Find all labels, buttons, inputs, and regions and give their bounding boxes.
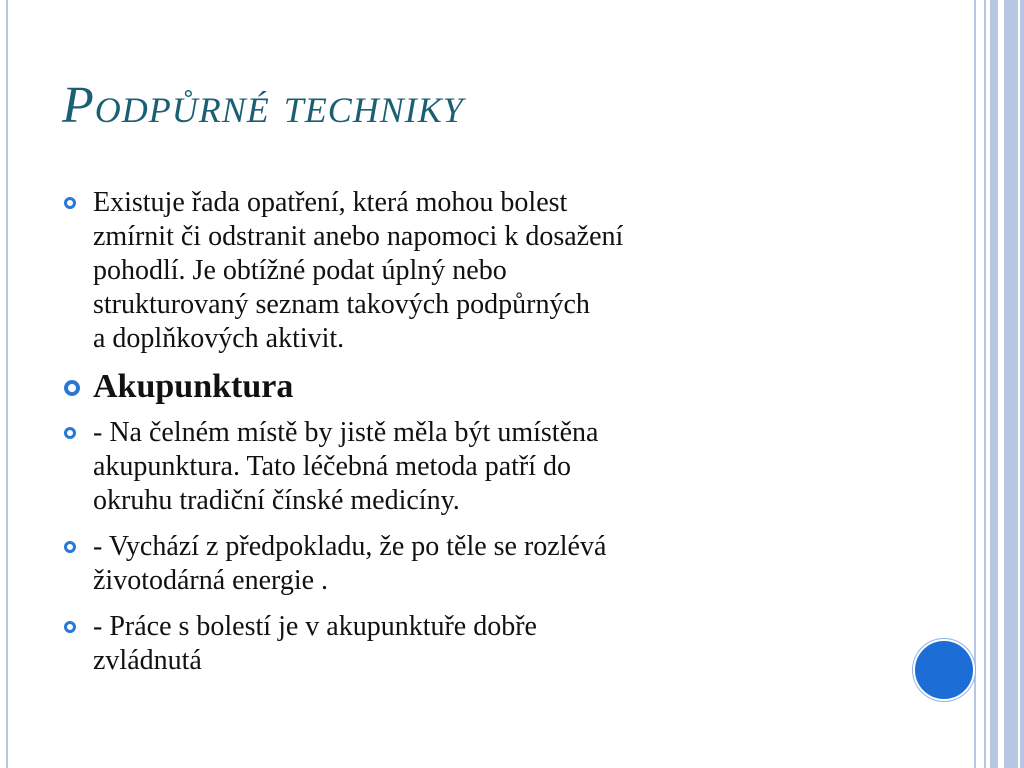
bullet-list <box>64 186 864 678</box>
section-heading: Akupunktura <box>93 368 294 405</box>
list-item <box>64 368 864 406</box>
decorative-stripe <box>1004 0 1018 768</box>
list-item <box>64 416 864 518</box>
list-item-text: - Na čelném místě by jistě měla být umístěna akupunktura. Tato léčebná metoda patří do okruhu tradiční čínské medicíny. <box>93 417 599 516</box>
bullet-icon <box>64 621 76 633</box>
decorative-circle <box>913 639 975 701</box>
list-item-text: - Práce s bolestí je v akupunktuře dobře zvládnutá <box>93 611 537 676</box>
bullet-icon <box>64 380 80 396</box>
decorative-stripe <box>990 0 998 768</box>
decorative-stripe <box>1020 0 1024 768</box>
bullet-icon <box>64 197 76 209</box>
bullet-icon <box>64 427 76 439</box>
list-item <box>64 530 864 598</box>
list-item <box>64 186 864 356</box>
slide-title: Podpůrné techniky <box>62 77 464 134</box>
decorative-stripe <box>984 0 986 768</box>
list-item-text: Existuje řada opatření, která mohou bolest zmírnit či odstranit anebo napomoci k dosažení pohodlí. Je obtížné podat úplný nebo strukturovaný seznam takových podpůrných a doplňkových aktivit. <box>93 187 624 354</box>
bullet-icon <box>64 541 76 553</box>
list-item <box>64 610 864 678</box>
list-item-text: - Vychází z předpokladu, že po těle se rozlévá životodárná energie . <box>93 531 607 596</box>
